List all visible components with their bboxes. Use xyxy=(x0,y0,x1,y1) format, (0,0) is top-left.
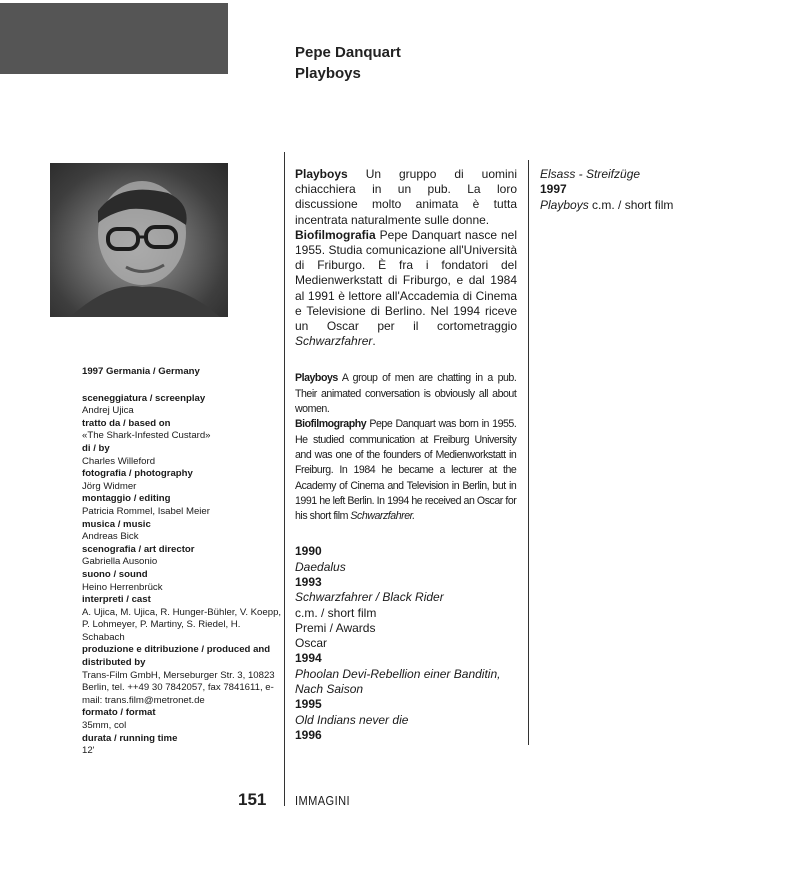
filmo-note: Premi / Awards xyxy=(295,620,376,635)
filmo-year: 1995 xyxy=(295,697,322,712)
filmo-title: Old Indians never die xyxy=(295,712,409,727)
credit-value: Charles Willeford xyxy=(82,455,156,467)
bio-end-it: . xyxy=(372,334,376,349)
filmography xyxy=(295,544,517,743)
synopsis-label-en: Playboys xyxy=(295,372,338,385)
filmo-title: Schwarzfahrer / Black Rider xyxy=(295,590,444,605)
filmo-year: 1996 xyxy=(295,727,322,742)
bio-label-it: Biofilmografia xyxy=(295,227,376,242)
bio-text-it: Pepe Danquart nasce nel 1955. Studia comunicazione all'Università di Friburgo. È fra i fondatori del Medienwerkstatt di Friburgo, e dal 1984 al 1991 è lettore all'Accademia di Cinema e Televisione di Berlino. Nel 1994 riceve un Oscar per il cortometraggio xyxy=(295,227,517,334)
main-text-column xyxy=(295,167,517,743)
credit-value: 12' xyxy=(82,745,95,757)
credit-label: di / by xyxy=(82,442,110,454)
header-grey-block xyxy=(0,3,228,74)
filmo-note: c.m. / short film xyxy=(588,197,674,212)
credit-label: tratto da / based on xyxy=(82,417,171,429)
filmo-note: c.m. / short film xyxy=(295,605,377,620)
filmo-year: 1993 xyxy=(295,575,322,589)
credits-block xyxy=(82,366,282,758)
filmography-continued xyxy=(540,167,673,213)
filmo-year: 1990 xyxy=(295,544,322,559)
english-block xyxy=(295,371,517,524)
bio-label-en: Biofilmography xyxy=(295,418,367,431)
credit-label: interpreti / cast xyxy=(82,594,151,606)
filmo-title: Daedalus xyxy=(295,559,346,574)
section-name: IMMAGINI xyxy=(295,793,350,808)
portrait-image xyxy=(50,163,228,317)
synopsis-text-en: A group of men are chatting in a pub. Their animated conversation is obviously all about women. xyxy=(295,372,517,416)
credit-value: Patricia Rommel, Isabel Meier xyxy=(82,505,210,517)
credit-value: Andrej Ujica xyxy=(82,405,134,417)
credit-value: Heino Herrenbrück xyxy=(82,581,163,593)
filmo-title: Phoolan Devi-Rebellion einer Banditin, xyxy=(295,666,501,681)
bio-film-it: Schwarzfahrer xyxy=(295,334,373,349)
italian-synopsis xyxy=(295,167,517,349)
filmo-title: Elsass - Streifzüge xyxy=(540,167,641,181)
synopsis-text-it: Un gruppo di uomini chiacchiera in un pub. La loro discussione molto animata è tutta incentrata naturalmente sulle donne. xyxy=(295,167,517,227)
film-title: Playboys xyxy=(295,65,361,82)
page-title xyxy=(295,42,401,84)
credit-label: musica / music xyxy=(82,518,151,530)
credit-value: Andreas Bick xyxy=(82,531,139,543)
filmo-title: Playboys xyxy=(540,197,589,212)
credit-label: montaggio / editing xyxy=(82,493,171,505)
right-column-divider xyxy=(528,160,529,745)
credit-value: Gabriella Ausonio xyxy=(82,556,158,568)
credit-label: fotografia / photography xyxy=(82,468,193,480)
credit-list xyxy=(82,393,282,758)
english-synopsis xyxy=(295,371,516,524)
credit-label: durata / running time xyxy=(82,732,178,744)
left-column-divider xyxy=(284,152,285,802)
credit-value: Trans-Film GmbH, Merseburger Str. 3, 10823 Berlin, tel. ++49 30 7842057, fax 7841611, e-mail: trans.film@metronet.de xyxy=(82,669,275,706)
year-country: 1997 Germania / Germany xyxy=(82,366,200,377)
credit-label: formato / format xyxy=(82,707,156,719)
credit-value: A. Ujica, M. Ujica, R. Hunger-Bühler, V. Koepp, P. Lohmeyer, P. Martiny, S. Riedel, H. Schabach xyxy=(82,606,282,643)
credit-label: scenografia / art director xyxy=(82,543,195,555)
page-number: 151 xyxy=(238,790,267,809)
footer-divider xyxy=(284,790,285,806)
synopsis-label-it: Playboys xyxy=(295,167,348,181)
credit-value: Jörg Widmer xyxy=(82,480,137,492)
filmo-year: 1994 xyxy=(295,651,322,666)
author-name: Pepe Danquart xyxy=(295,44,401,61)
credit-label: sceneggiatura / screenplay xyxy=(82,392,206,404)
credit-label: suono / sound xyxy=(82,568,148,580)
filmo-entry xyxy=(540,198,673,213)
director-photo xyxy=(50,163,228,317)
filmo-note: Oscar xyxy=(295,636,328,651)
bio-text-en: Pepe Danquart was born in 1955. He studied communication at Freiburg University and was one of the founders of Medienworkstatt in Freiburg. In 1984 he became a lecturer at the Academy of Cinema and Television in Berlin, but in 1991 he left Berlin. In 1994 he received an Oscar for his short film xyxy=(295,418,517,523)
credit-value: «The Shark-Infested Custard» xyxy=(82,430,211,442)
credit-value: 35mm, col xyxy=(82,720,127,732)
filmo-year: 1997 xyxy=(540,182,567,197)
filmo-title: Nach Saison xyxy=(295,682,364,697)
credit-label: produzione e ditribuzione / produced and distributed by xyxy=(82,644,271,669)
bio-film-en: Schwarzfahrer. xyxy=(350,510,415,523)
